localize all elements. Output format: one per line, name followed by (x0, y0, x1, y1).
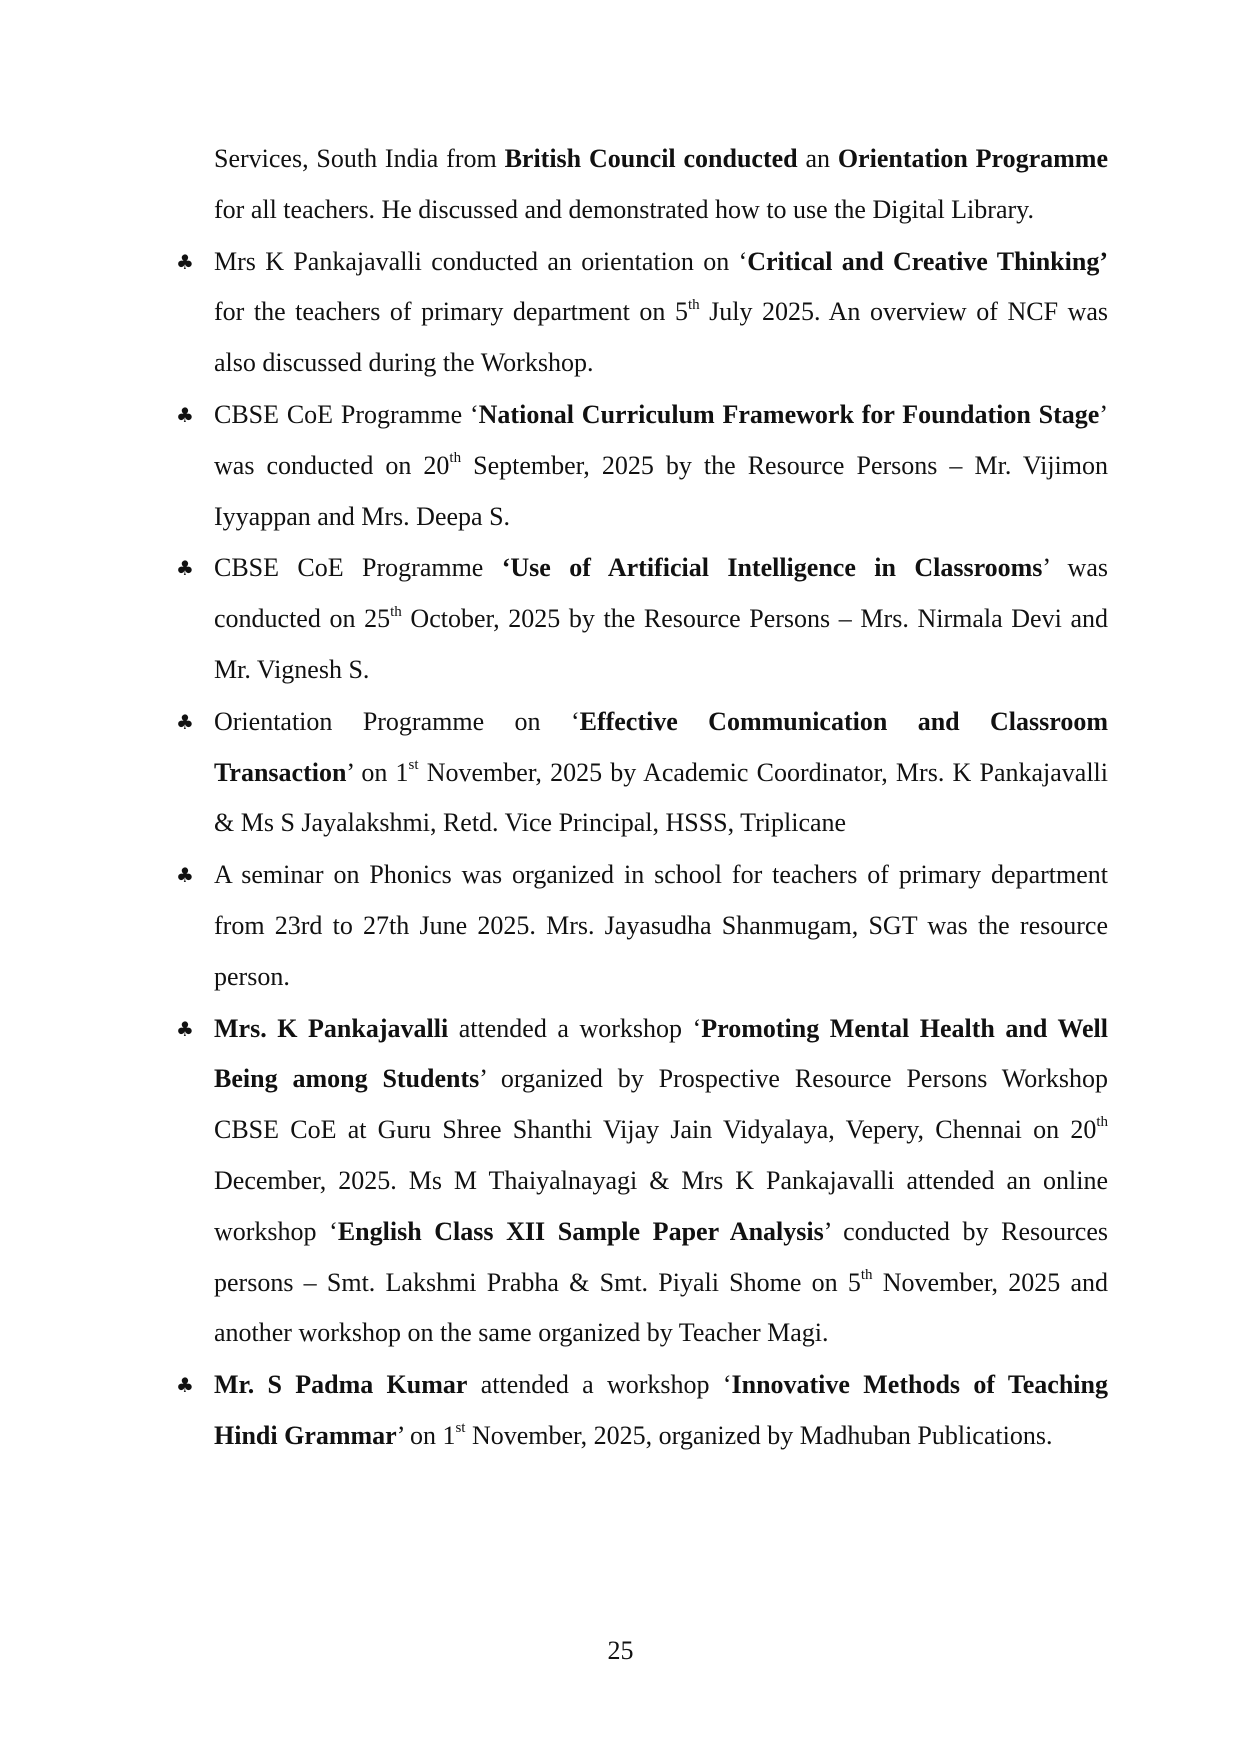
list-item: ♣ A seminar on Phonics was organized in school for teachers of primary department from 23rd to 27th June 2025. Mrs. Jayasudha Shanmugam, SGT was the resource person. (214, 850, 1108, 1002)
page-number: 25 (607, 1636, 634, 1665)
club-bullet-icon: ♣ (176, 863, 194, 888)
list-item: ♣ Mr. S Padma Kumar attended a workshop ‘Innovative Methods of Teaching Hindi Grammar’ on 1st November, 2025, organized by Madhuban Publications. (214, 1360, 1108, 1462)
list-item: ♣ Orientation Programme on ‘Effective Communication and Classroom Transaction’ on 1st November, 2025 by Academic Coordinator, Mrs. K Pankajavalli & Ms S Jayalakshmi, Retd. Vice Principal, HSSS, Triplicane (214, 697, 1108, 849)
list-item: ♣ CBSE CoE Programme ‘Use of Artificial Intelligence in Classrooms’ was conducted on 25th October, 2025 by the Resource Persons – Mrs. Nirmala Devi and Mr. Vignesh S. (214, 543, 1108, 695)
club-bullet-icon: ♣ (176, 709, 194, 734)
club-bullet-icon: ♣ (176, 1373, 194, 1398)
club-bullet-icon: ♣ (176, 402, 194, 427)
page-content (176, 134, 1109, 1463)
list-item: ♣ CBSE CoE Programme ‘National Curriculum Framework for Foundation Stage’ was conducted on 20th September, 2025 by the Resource Persons – Mr. Vijimon Iyyappan and Mrs. Deepa S. (214, 390, 1108, 542)
list-item: ♣ Mrs K Pankajavalli conducted an orientation on ‘Critical and Creative Thinking’ for the teachers of primary department on 5th July 2025. An overview of NCF was also discussed during the Workshop. (214, 237, 1108, 389)
list-item: ♣ Mrs. K Pankajavalli attended a workshop ‘Promoting Mental Health and Well Being among Students’ organized by Prospective Resource Persons Workshop CBSE CoE at Guru Shree Shanthi Vijay Jain Vidyalaya, Vepery, Chennai on 20th December, 2025. Ms M Thaiyalnayagi & Mrs K Pankajavalli attended an online workshop ‘English Class XII Sample Paper Analysis’ conducted by Resources persons – Smt. Lakshmi Prabha & Smt. Piyali Shome on 5th November, 2025 and another workshop on the same organized by Teacher Magi. (214, 1004, 1108, 1360)
club-bullet-icon: ♣ (176, 556, 194, 581)
club-bullet-icon: ♣ (176, 249, 194, 274)
club-bullet-icon: ♣ (176, 1016, 194, 1041)
intro-paragraph: Services, South India from British Council conducted an Orientation Programme for all teachers. He discussed and demonstrated how to use the Digital Library. (214, 144, 1108, 224)
